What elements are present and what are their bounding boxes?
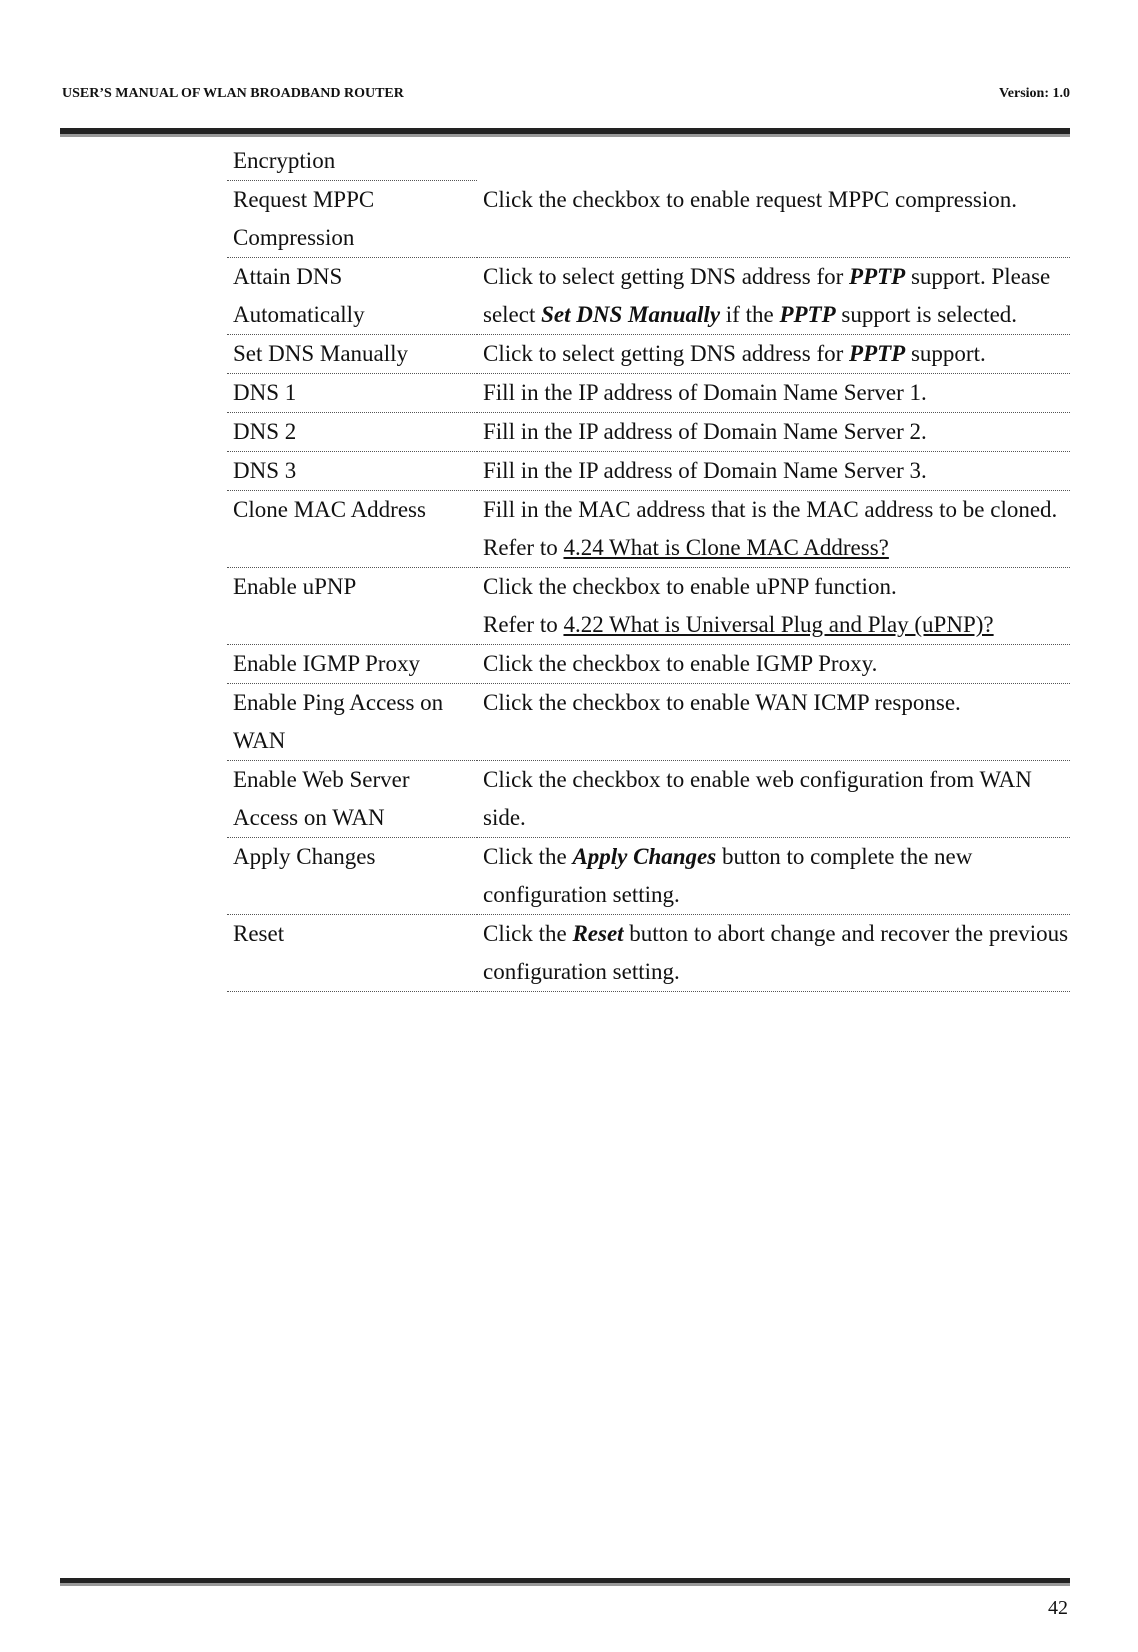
desc-emphasis: PPTP	[779, 302, 836, 327]
upnp-link[interactable]: 4.22 What is Universal Plug and Play (uPNP)?	[563, 612, 994, 637]
desc-text: Click the	[483, 844, 573, 869]
term-cell: DNS 3	[227, 452, 477, 491]
desc-cell: Fill in the IP address of Domain Name Server 1.	[477, 374, 1070, 413]
header-version: Version: 1.0	[998, 86, 1070, 101]
table-row	[227, 374, 1070, 413]
table-row	[227, 761, 1070, 838]
desc-text: button to abort change and recover the previous configuration setting.	[483, 921, 1069, 984]
desc-text: button to complete the new configuration setting.	[483, 844, 973, 907]
desc-text: Click the	[483, 921, 573, 946]
settings-table	[227, 142, 1070, 992]
term-cell: Attain DNS Automatically	[227, 258, 477, 335]
desc-emphasis: Set DNS Manually	[541, 302, 721, 327]
term-cell: Enable Web Server Access on WAN	[227, 761, 477, 838]
desc-cell	[477, 335, 1070, 374]
desc-cell	[477, 142, 1070, 181]
desc-cell: Click the checkbox to enable IGMP Proxy.	[477, 645, 1070, 684]
desc-cell: Click the checkbox to enable web configuration from WAN side.	[477, 761, 1070, 838]
header-rule	[60, 128, 1070, 137]
desc-cell: Click the checkbox to enable WAN ICMP response.	[477, 684, 1070, 761]
table-row	[227, 915, 1070, 992]
desc-text: Fill in the MAC address that is the MAC address to be cloned. Refer to	[483, 497, 1058, 560]
term-cell: Clone MAC Address	[227, 491, 477, 568]
table-row	[227, 335, 1070, 374]
term-cell: Reset	[227, 915, 477, 992]
table-row	[227, 684, 1070, 761]
term-cell: Enable Ping Access on WAN	[227, 684, 477, 761]
header-title: USER’S MANUAL OF WLAN BROADBAND ROUTER	[62, 86, 404, 101]
table-row	[227, 258, 1070, 335]
desc-text: support. Please select	[483, 264, 1051, 327]
clone-mac-link[interactable]: 4.24 What is Clone MAC Address?	[563, 535, 889, 560]
footer-rule	[60, 1578, 1070, 1586]
table-row	[227, 181, 1070, 258]
term-cell: Request MPPC Compression	[227, 181, 477, 258]
table-row	[227, 838, 1070, 915]
table-row	[227, 568, 1070, 645]
term-cell: DNS 1	[227, 374, 477, 413]
desc-emphasis: PPTP	[849, 341, 906, 366]
table-row	[227, 452, 1070, 491]
desc-cell	[477, 838, 1070, 915]
desc-text: Click the checkbox to enable uPNP function.	[483, 574, 897, 599]
term-cell: DNS 2	[227, 413, 477, 452]
term-cell: Enable uPNP	[227, 568, 477, 645]
table-row	[227, 645, 1070, 684]
term-cell: Apply Changes	[227, 838, 477, 915]
table-row	[227, 491, 1070, 568]
term-cell: Enable IGMP Proxy	[227, 645, 477, 684]
desc-text: if the	[720, 302, 780, 327]
desc-cell: Fill in the IP address of Domain Name Server 2.	[477, 413, 1070, 452]
desc-cell	[477, 915, 1070, 992]
page-number: 42	[1048, 1597, 1068, 1619]
desc-text: Click to select getting DNS address for	[483, 264, 850, 289]
desc-cell: Fill in the IP address of Domain Name Server 3.	[477, 452, 1070, 491]
desc-emphasis: PPTP	[849, 264, 906, 289]
desc-emphasis: Apply Changes	[572, 844, 717, 869]
term-cell: Encryption	[227, 142, 477, 181]
term-cell: Set DNS Manually	[227, 335, 477, 374]
table-row	[227, 142, 1070, 181]
desc-text: support is selected.	[835, 302, 1018, 327]
desc-text: Click to select getting DNS address for	[483, 341, 850, 366]
desc-text: Refer to	[483, 612, 564, 637]
table-row	[227, 413, 1070, 452]
desc-cell	[477, 258, 1070, 335]
desc-cell	[477, 568, 1070, 645]
desc-cell: Click the checkbox to enable request MPPC compression.	[477, 181, 1070, 258]
desc-cell	[477, 491, 1070, 568]
desc-emphasis: Reset	[572, 921, 624, 946]
desc-text: support.	[905, 341, 986, 366]
